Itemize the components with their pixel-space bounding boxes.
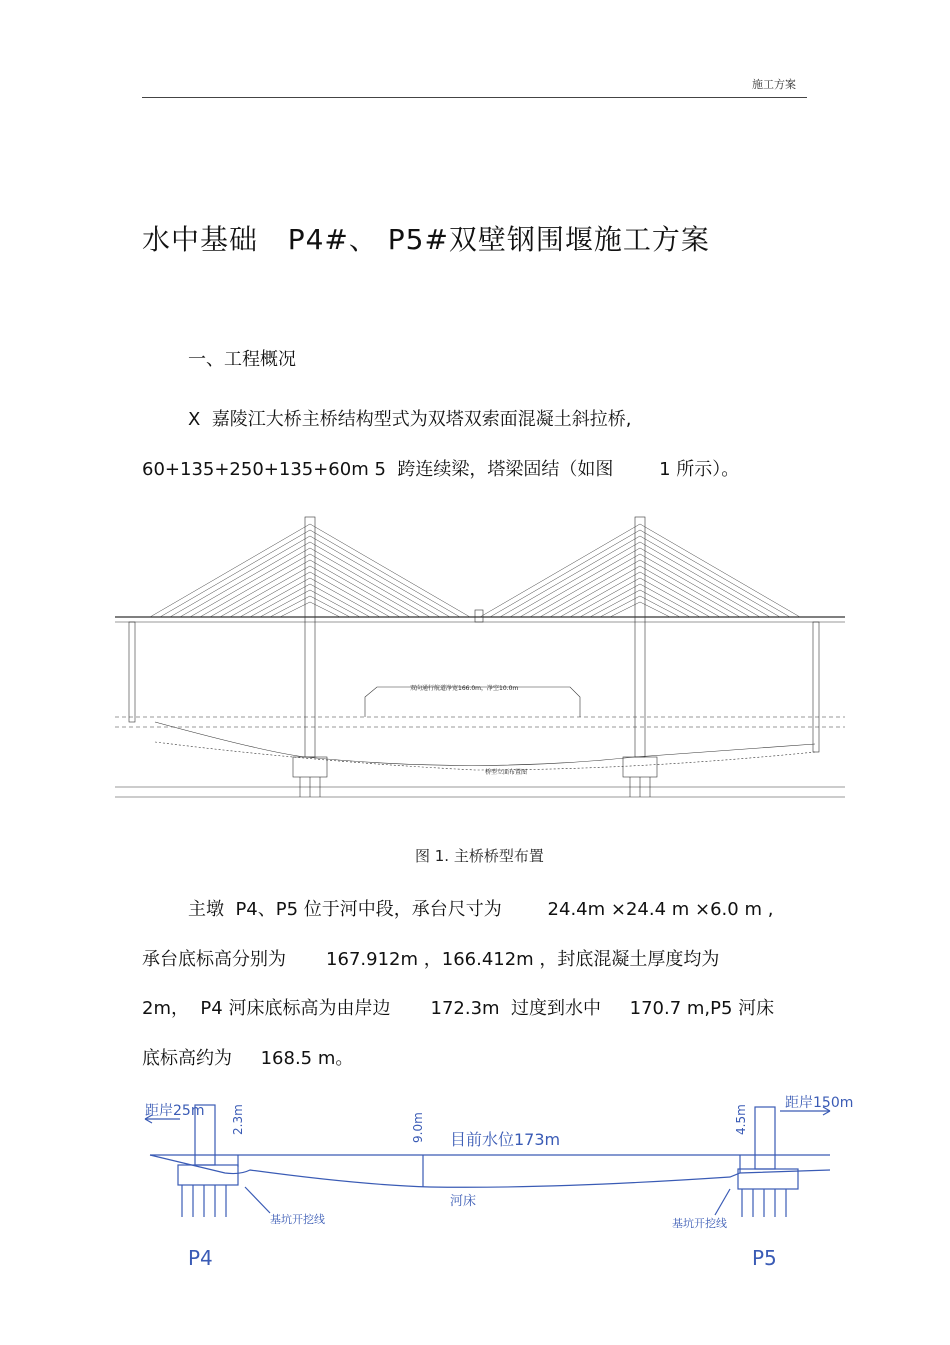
riverbed-label: 河床 [450,1194,477,1209]
stay-cable [560,572,640,617]
stay-cable [310,542,440,617]
stay-cable [270,596,310,617]
paragraph-line: 2m， P4 河床底标高为由岸边 172.3m 过度到水中 170.7 m,P5 河床 [142,998,775,1019]
stay-cable [590,590,640,617]
left-depth-label: 2.3m [231,1104,245,1135]
excavation-line-label-right: 基坑开挖线 [672,1217,727,1230]
stay-cable [640,554,750,617]
paragraph-line: 主墩 P4、P5 位于河中段，承台尺寸为 24.4m ×24.4 m ×6.0 m , [188,899,774,920]
elevation-label: 桥型立面布置图 [485,769,528,776]
water-level-label: 目前水位173m [450,1130,561,1149]
stay-cable [490,530,640,617]
stay-cable [310,548,430,617]
figure1-caption: 图 1. 主桥桥型布置 [415,847,544,865]
pier-p4-label: P4 [188,1246,213,1270]
stay-cable [500,536,640,617]
stay-cable [310,560,410,617]
stay-cable [230,572,310,617]
section-heading: 一、工程概况 [188,349,296,370]
stay-cable [640,530,790,617]
stay-cable [640,590,690,617]
stay-cable [200,554,310,617]
stay-cable [310,554,420,617]
mid-depth-label: 9.0m [411,1112,425,1143]
stay-cable [640,542,770,617]
stay-cable [510,542,640,617]
stay-cable [640,536,780,617]
left-distance-label: 距岸25m [145,1103,205,1119]
stay-cable [170,536,310,617]
header-rule [142,97,807,98]
document-title: 水中基础 P4#、 P5#双壁钢围堰施工方案 [142,223,710,256]
stay-cable [210,560,310,617]
stay-cable [190,548,310,617]
header-label: 施工方案 [752,78,796,91]
right-distance-label: 距岸150m [785,1095,854,1111]
stay-cable [520,548,640,617]
stay-cable [160,530,310,617]
paragraph-line: X 嘉陵江大桥主桥结构型式为双塔双索面混凝土斜拉桥, [188,409,632,430]
stay-cable [600,596,640,617]
cofferdam-section-drawing [130,1085,854,1280]
bridge-elevation-drawing [115,512,845,810]
stay-cable [570,578,640,617]
right-depth-label: 4.5m [734,1104,748,1135]
stay-cable [530,554,640,617]
stay-cable [640,548,760,617]
stay-cable [310,530,460,617]
stay-cable [640,596,680,617]
stay-cable [540,560,640,617]
stay-cable [310,596,350,617]
stay-cable [310,590,360,617]
excavation-line-label-left: 基坑开挖线 [270,1213,325,1226]
stay-cable [640,578,710,617]
paragraph-line: 60+135+250+135+60m 5 跨连续梁，塔梁固结（如图 1 所示）。 [142,459,740,480]
nav-clearance-note: 双向通行航道净宽166.0m，净空10.0m [410,685,519,692]
stay-cable [310,572,390,617]
stay-cable [260,590,310,617]
stay-cable [640,560,740,617]
stay-cable [640,572,720,617]
stay-cable [310,578,380,617]
pier-p5-label: P5 [752,1246,777,1270]
paragraph-line: 底标高约为 168.5 m。 [142,1048,354,1069]
stay-cable [240,578,310,617]
stay-cable [180,542,310,617]
paragraph-line: 承台底标高分别为 167.912m ，166.412m ，封底混凝土厚度均为 [142,949,720,970]
stay-cable [310,536,450,617]
